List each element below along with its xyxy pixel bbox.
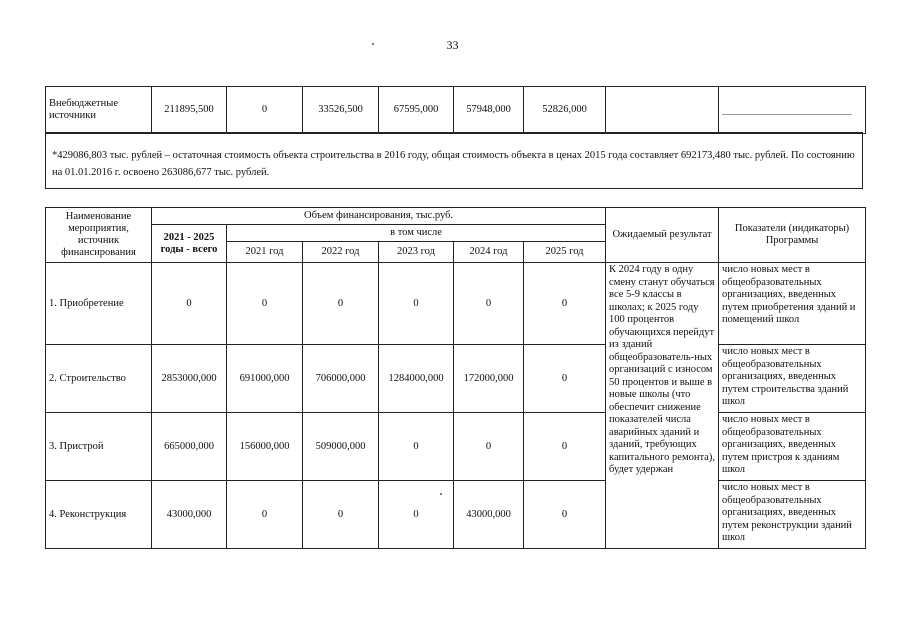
row-total: 665000,000	[152, 413, 227, 481]
header-including: в том числе	[227, 225, 606, 242]
table-row	[46, 263, 866, 345]
header-year-2022: 2022 год	[303, 242, 379, 263]
extrabudget-table	[45, 86, 866, 134]
row-2021: 156000,000	[227, 413, 303, 481]
row-indicator: число новых мест в общеобразовательных организациях, введенных путем пристроя к зданиям школ	[719, 413, 866, 481]
header-year-2021: 2021 год	[227, 242, 303, 263]
row-indicator: число новых мест в общеобразовательных организациях, введенных путем строительства зданий школ	[719, 345, 866, 413]
row-2022: 706000,000	[303, 345, 379, 413]
extrabudget-2024: 57948,000	[454, 87, 524, 134]
row-indicator: число новых мест в общеобразовательных организациях, введенных путем приобретения зданий и помещений школ	[719, 263, 866, 345]
header-year-2024: 2024 год	[454, 242, 524, 263]
row-total: 0	[152, 263, 227, 345]
row-2024: 0	[454, 413, 524, 481]
row-total: 2853000,000	[152, 345, 227, 413]
header-indicators: Показатели (индикаторы) Программы	[719, 208, 866, 263]
expected-result: К 2024 году в одну смену станут обучаться все 5-9 классы в школах; к 2025 году 100 процентов обучающихся перейдут из зданий общеобразователь-ных организаций с износом 50 процентов и выше в новые школы (что обеспечит снижение показателей числа аварийных зданий и зданий, требующих капитального ремонта), будет удержан	[606, 263, 719, 549]
row-2021: 691000,000	[227, 345, 303, 413]
table-row	[46, 481, 866, 549]
row-2024: 0	[454, 263, 524, 345]
row-2023: 0	[379, 481, 454, 549]
extrabudget-empty-indicator	[719, 87, 866, 134]
extrabudget-row	[46, 87, 866, 134]
row-2023: 1284000,000	[379, 345, 454, 413]
header-year-2023: 2023 год	[379, 242, 454, 263]
footnote: *429086,803 тыс. рублей – остаточная стоимость объекта строительства в 2016 году, общая стоимость объекта в ценах 2015 года составляет 692173,480 тыс. рублей. По состоянию на 01.01.2016 г. освоено 263086,677 тыс. рублей.	[45, 132, 863, 189]
header-volume: Объем финансирования, тыс.руб.	[152, 208, 606, 225]
extrabudget-total: 211895,500	[152, 87, 227, 134]
page-number: 33	[446, 38, 459, 52]
row-name: 2. Строительство	[46, 345, 152, 413]
table-row	[46, 345, 866, 413]
row-2024: 172000,000	[454, 345, 524, 413]
row-2021: 0	[227, 481, 303, 549]
extrabudget-2022: 33526,500	[303, 87, 379, 134]
row-name: 4. Реконструкция	[46, 481, 152, 549]
row-2021: 0	[227, 263, 303, 345]
row-2025: 0	[524, 345, 606, 413]
row-2023: 0	[379, 413, 454, 481]
extrabudget-2021: 0	[227, 87, 303, 134]
row-2025: 0	[524, 481, 606, 549]
header-row-1	[46, 208, 866, 225]
row-total: 43000,000	[152, 481, 227, 549]
row-2022: 509000,000	[303, 413, 379, 481]
header-expected: Ожидаемый результат	[606, 208, 719, 263]
row-name: 1. Приобретение	[46, 263, 152, 345]
table-row	[46, 413, 866, 481]
row-indicator: число новых мест в общеобразовательных организациях, введенных путем реконструкции зданий школ	[719, 481, 866, 549]
row-2024: 43000,000	[454, 481, 524, 549]
scan-speck	[372, 43, 374, 45]
row-2023: 0	[379, 263, 454, 345]
extrabudget-2023: 67595,000	[379, 87, 454, 134]
header-year-2025: 2025 год	[524, 242, 606, 263]
scan-speck	[440, 493, 442, 495]
financing-table	[45, 207, 866, 549]
extrabudget-empty-result	[606, 87, 719, 134]
header-name: Наименование мероприятия, источник финансирования	[46, 208, 152, 263]
extrabudget-label: Внебюджетные источники	[46, 87, 152, 134]
row-2022: 0	[303, 263, 379, 345]
row-2025: 0	[524, 413, 606, 481]
row-2025: 0	[524, 263, 606, 345]
row-name: 3. Пристрой	[46, 413, 152, 481]
extrabudget-2025: 52826,000	[524, 87, 606, 134]
header-total: 2021 - 2025 годы - всего	[152, 225, 227, 263]
row-2022: 0	[303, 481, 379, 549]
